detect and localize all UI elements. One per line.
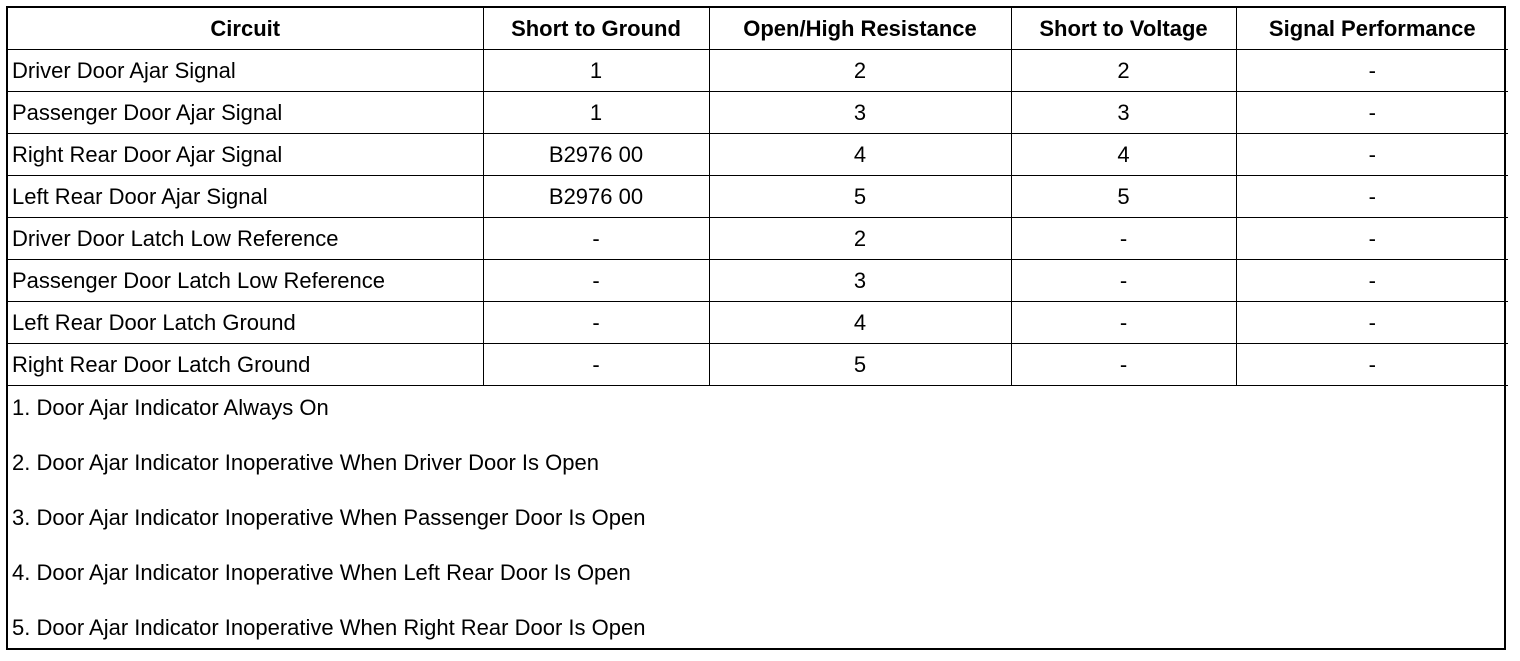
cell-open-high-resistance: 4 <box>709 302 1011 344</box>
cell-short-to-voltage: 4 <box>1011 134 1236 176</box>
cell-circuit: Driver Door Ajar Signal <box>8 50 483 92</box>
footnotes <box>8 386 1504 661</box>
header-short-to-voltage: Short to Voltage <box>1011 8 1236 50</box>
footnote: 5. Door Ajar Indicator Inoperative When Right Rear Door Is Open <box>12 615 646 640</box>
diagnostic-table-frame <box>6 6 1506 650</box>
cell-open-high-resistance: 5 <box>709 344 1011 386</box>
table-row <box>8 344 1508 386</box>
header-row <box>8 8 1508 50</box>
table-row <box>8 134 1508 176</box>
cell-short-to-voltage: - <box>1011 218 1236 260</box>
footnote: 4. Door Ajar Indicator Inoperative When Left Rear Door Is Open <box>12 560 631 585</box>
cell-short-to-voltage: - <box>1011 302 1236 344</box>
cell-short-to-ground: 1 <box>483 50 709 92</box>
cell-signal-performance: - <box>1236 260 1508 302</box>
table-row <box>8 302 1508 344</box>
cell-circuit: Passenger Door Latch Low Reference <box>8 260 483 302</box>
footnote: 2. Door Ajar Indicator Inoperative When Driver Door Is Open <box>12 450 599 475</box>
cell-signal-performance: - <box>1236 176 1508 218</box>
cell-circuit: Left Rear Door Ajar Signal <box>8 176 483 218</box>
cell-circuit: Driver Door Latch Low Reference <box>8 218 483 260</box>
cell-open-high-resistance: 3 <box>709 260 1011 302</box>
cell-short-to-voltage: 2 <box>1011 50 1236 92</box>
circuit-fault-table <box>8 8 1508 386</box>
cell-short-to-voltage: 5 <box>1011 176 1236 218</box>
cell-signal-performance: - <box>1236 302 1508 344</box>
cell-short-to-ground: - <box>483 218 709 260</box>
cell-circuit: Right Rear Door Ajar Signal <box>8 134 483 176</box>
cell-short-to-ground: 1 <box>483 92 709 134</box>
table-row <box>8 176 1508 218</box>
table-row <box>8 92 1508 134</box>
table-row <box>8 218 1508 260</box>
cell-circuit: Right Rear Door Latch Ground <box>8 344 483 386</box>
cell-short-to-ground: B2976 00 <box>483 134 709 176</box>
cell-open-high-resistance: 5 <box>709 176 1011 218</box>
cell-short-to-voltage: - <box>1011 260 1236 302</box>
cell-signal-performance: - <box>1236 344 1508 386</box>
footnote: 3. Door Ajar Indicator Inoperative When Passenger Door Is Open <box>12 505 646 530</box>
header-open-high-resistance: Open/High Resistance <box>709 8 1011 50</box>
cell-signal-performance: - <box>1236 50 1508 92</box>
table-row <box>8 260 1508 302</box>
cell-signal-performance: - <box>1236 218 1508 260</box>
header-signal-performance: Signal Performance <box>1236 8 1508 50</box>
cell-short-to-ground: B2976 00 <box>483 176 709 218</box>
footnote: 1. Door Ajar Indicator Always On <box>12 395 329 420</box>
cell-short-to-ground: - <box>483 260 709 302</box>
cell-circuit: Passenger Door Ajar Signal <box>8 92 483 134</box>
cell-open-high-resistance: 3 <box>709 92 1011 134</box>
cell-circuit: Left Rear Door Latch Ground <box>8 302 483 344</box>
cell-short-to-voltage: 3 <box>1011 92 1236 134</box>
cell-short-to-ground: - <box>483 344 709 386</box>
cell-open-high-resistance: 2 <box>709 218 1011 260</box>
cell-open-high-resistance: 4 <box>709 134 1011 176</box>
cell-open-high-resistance: 2 <box>709 50 1011 92</box>
header-short-to-ground: Short to Ground <box>483 8 709 50</box>
cell-signal-performance: - <box>1236 92 1508 134</box>
cell-short-to-voltage: - <box>1011 344 1236 386</box>
cell-signal-performance: - <box>1236 134 1508 176</box>
table-row <box>8 50 1508 92</box>
header-circuit: Circuit <box>8 8 483 50</box>
cell-short-to-ground: - <box>483 302 709 344</box>
